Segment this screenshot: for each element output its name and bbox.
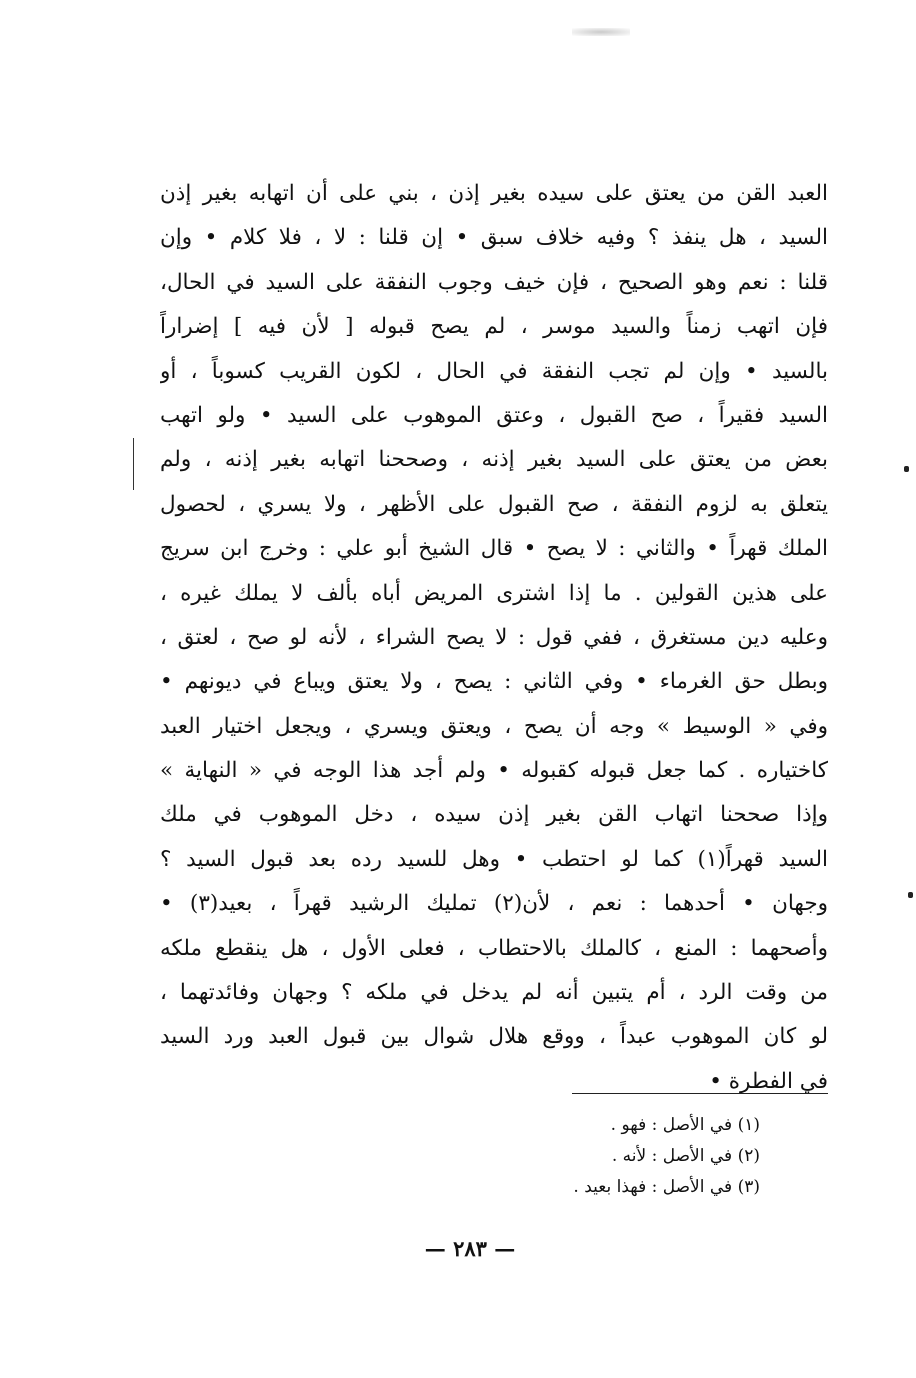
text-line: وبطل حق الغرماء • وفي الثاني : يصح ، ولا يعتق ويباع في ديونهم •: [160, 669, 828, 695]
text-line: لو كان الموهوب عبداً ، ووقع هلال شوال بين قبول العبد ورد السيد: [160, 1024, 828, 1050]
text-line: بعض من يعتق على السيد بغير إذنه ، وصححنا اتهابه بغير إذنه ، ولم: [160, 447, 828, 473]
text-line: يتعلق به لزوم النفقة ، صح القبول على الأظهر ، ولا يسري ، لحصول: [160, 491, 828, 517]
footnote: (١) في الأصل : فهو .: [610, 1115, 760, 1135]
text-line: قلنا : نعم وهو الصحيح ، فإن خيف وجوب النفقة على السيد في الحال،: [160, 269, 828, 295]
footnote: (٢) في الأصل : لأنه .: [611, 1146, 760, 1166]
text-line: السيد فقيراً ، صح القبول ، وعتق الموهوب على السيد • ولو اتهب: [160, 402, 828, 428]
text-line: في الفطرة •: [709, 1068, 828, 1094]
scan-smudge: [572, 28, 630, 36]
text-line: فإن اتهب زمناً والسيد موسر ، لم يصح قبوله [ لأن فيه ] إضراراً: [160, 314, 828, 340]
text-line: وعليه دين مستغرق ، ففي قول : لا يصح الشراء ، لأنه لو صح ، لعتق ،: [160, 624, 828, 650]
main-text-block: [160, 172, 828, 1104]
page-number: — ٢٨٣ —: [424, 1236, 516, 1261]
scan-speck: [908, 892, 913, 898]
text-line: السيد قهراً(١) كما لو احتطب • وهل للسيد رده بعد قبول السيد ؟: [160, 846, 828, 872]
text-line: الملك قهراً • والثاني : لا يصح • قال الشيخ أبو علي : وخرج ابن سريج: [160, 536, 828, 562]
text-line: وفي « الوسيط » وجه أن يصح ، ويعتق ويسري ، ويجعل اختيار العبد: [160, 713, 828, 739]
text-line: وأصحهما : المنع ، كالملك بالاحتطاب ، فعلى الأول ، هل ينقطع ملكه: [160, 935, 828, 961]
text-line: على هذين القولين . ما إذا اشترى المريض أباه بألف لا يملك غيره ،: [160, 580, 828, 606]
scan-speck: [904, 466, 909, 472]
text-line: من وقت الرد ، أم يتبين أنه لم يدخل في ملكه ؟ وجهان وفائدتهما ،: [160, 980, 828, 1006]
text-line: وجهان • أحدهما : نعم ، لأن(٢) تمليك الرشيد قهراً ، بعيد(٣) •: [160, 891, 828, 917]
footnote: (٣) في الأصل : فهذا بعيد .: [573, 1177, 760, 1197]
text-line: بالسيد • وإن لم تجب النفقة في الحال ، لكون القريب كسوباً ، أو: [160, 358, 828, 384]
text-line: كاختياره . كما جعل قبوله كقبوله • ولم أجد هذا الوجه في « النهاية »: [160, 758, 828, 784]
text-line: السيد ، هل ينفذ ؟ وفيه خلاف سبق • إن قلنا : لا ، فلا كلام • وإن: [160, 225, 828, 251]
margin-mark: [133, 438, 134, 490]
footnote-separator: [572, 1093, 828, 1094]
text-line: وإذا صححنا اتهاب القن بغير إذن سيده ، دخل الموهوب في ملك: [160, 802, 828, 828]
text-line: العبد القن من يعتق على سيده بغير إذن ، بني على أن اتهابه بغير إذن: [160, 181, 828, 206]
footnotes-block: [430, 1110, 760, 1203]
